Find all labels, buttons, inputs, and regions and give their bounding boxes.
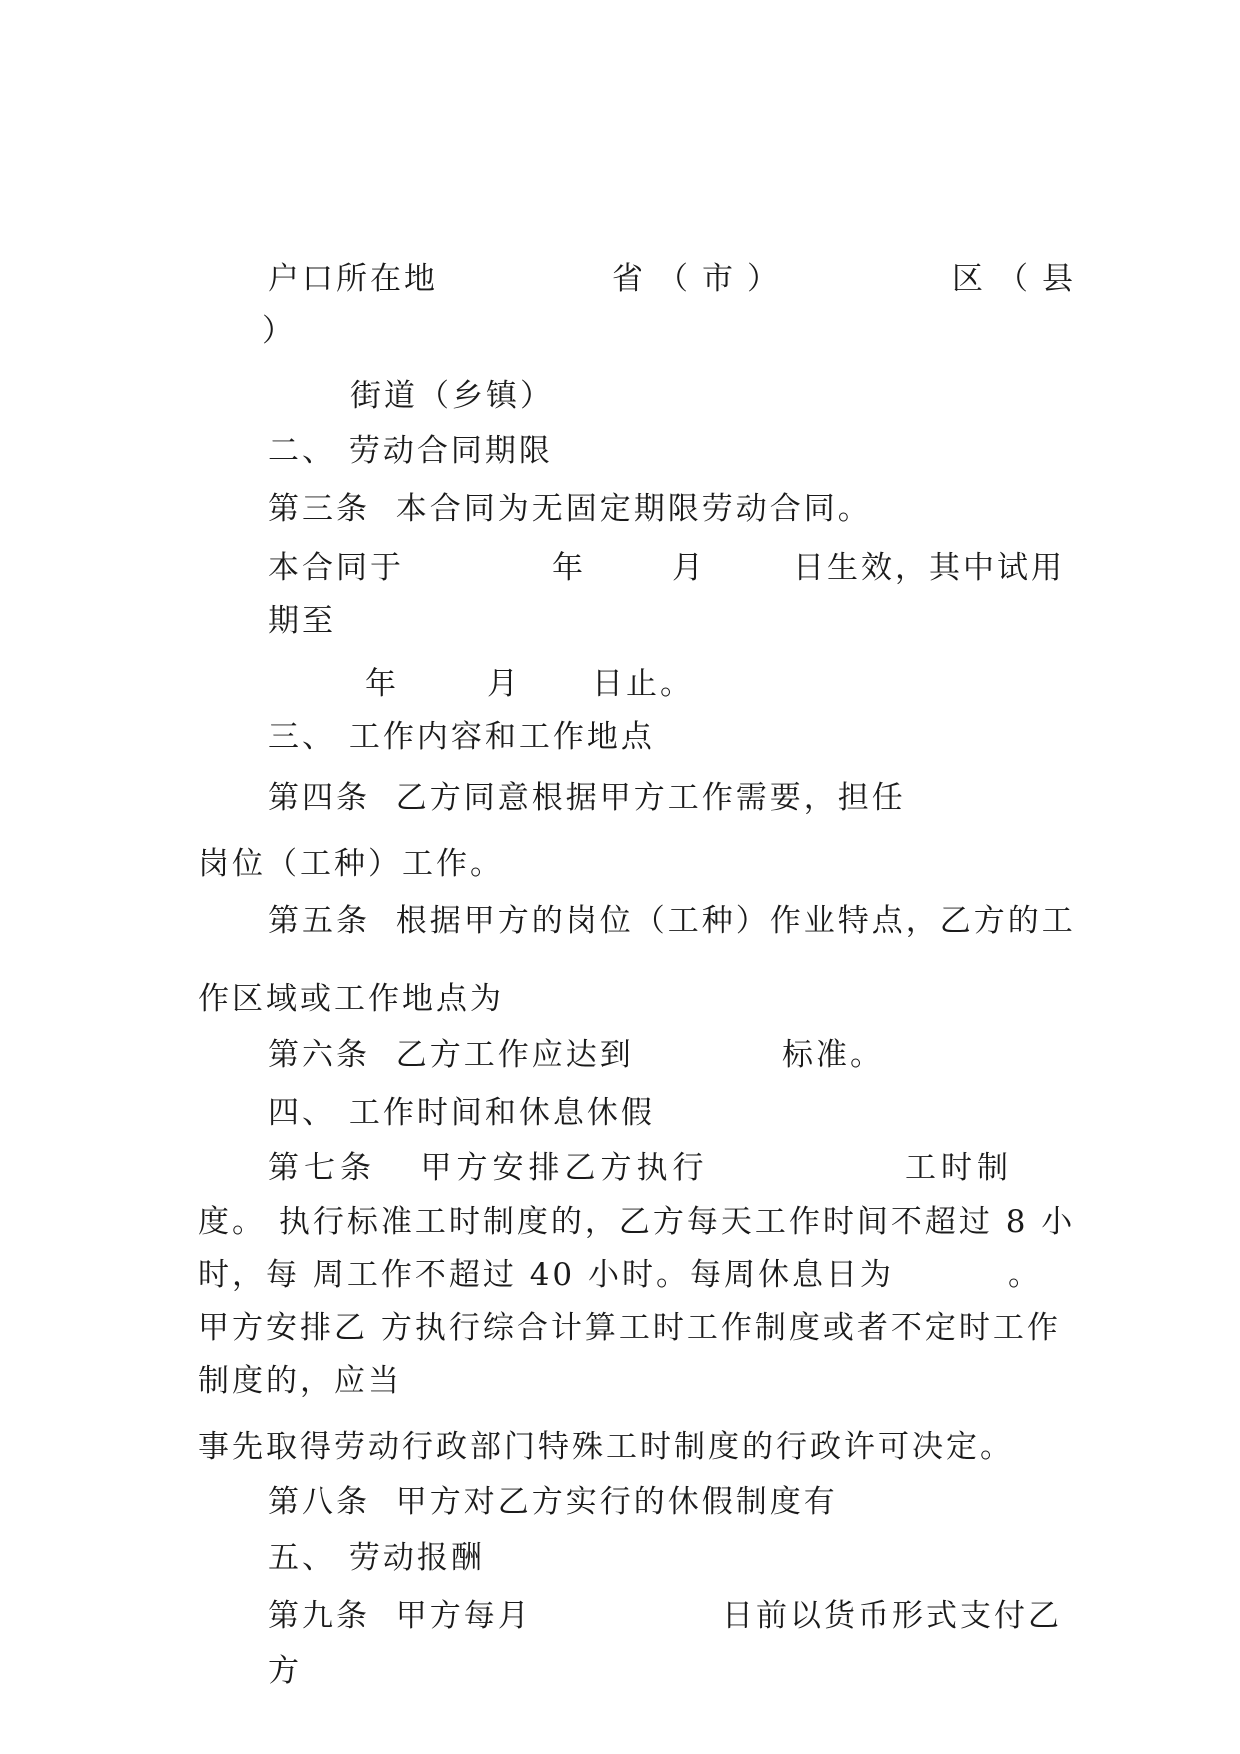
section-heading-job-content: 三、 工作内容和工作地点 xyxy=(268,719,655,755)
article-four: 第四条 乙方同意根据甲方工作需要，担任 xyxy=(268,780,906,816)
line-household-registration: 户口所在地 xyxy=(268,261,438,297)
article-seven-hour-system: 工时制 xyxy=(905,1150,1013,1186)
section-heading-contract-term: 二、 劳动合同期限 xyxy=(268,433,553,469)
line-probation-month: 月 xyxy=(487,666,521,702)
article-six-standard: 标准。 xyxy=(782,1037,884,1073)
line-effective-date-label: 本合同于 xyxy=(268,550,404,586)
line-probation-day-end: 日止。 xyxy=(592,666,694,702)
line-job-position: 岗位（工种）工作。 xyxy=(198,846,504,882)
line-effective-year: 年 xyxy=(552,550,586,586)
article-nine-payment: 日前以货币形式支付乙 xyxy=(722,1598,1062,1634)
line-street-town: 街道（乡镇） xyxy=(350,378,554,414)
line-effective-day-probation: 日生效，其中试用 xyxy=(793,550,1065,586)
article-eight: 第八条 甲方对乙方实行的休假制度有 xyxy=(268,1484,838,1520)
article-five: 第五条 根据甲方的岗位（工种）作业特点，乙方的工 xyxy=(268,903,1076,939)
line-county-close-paren: ） xyxy=(262,313,296,349)
line-district-county: 区（县 xyxy=(952,261,1087,297)
line-party-b: 方 xyxy=(268,1653,302,1689)
line-administrative-permit: 事先取得劳动行政部门特殊工时制度的行政许可决定。 xyxy=(198,1429,1014,1465)
section-heading-remuneration: 五、 劳动报酬 xyxy=(268,1540,485,1576)
line-probation-year: 年 xyxy=(365,666,399,702)
section-heading-working-hours: 四、 工作时间和休息休假 xyxy=(268,1095,655,1131)
article-three: 第三条 本合同为无固定期限劳动合同。 xyxy=(268,491,872,527)
line-system-should: 制度的，应当 xyxy=(198,1363,402,1399)
line-effective-month: 月 xyxy=(672,550,706,586)
article-six: 第六条 乙方工作应达到 xyxy=(268,1037,634,1073)
article-nine: 第九条 甲方每月 xyxy=(268,1598,532,1634)
line-probation-until: 期至 xyxy=(268,603,336,639)
line-weekly-hours: 时，每 周工作不超过 40 小时。每周休息日为 xyxy=(198,1257,895,1293)
article-seven: 第七条 甲方安排乙方执行 xyxy=(268,1150,709,1186)
line-standard-hours: 度。 执行标准工时制度的，乙方每天工作时间不超过 8 小 xyxy=(198,1204,1076,1240)
line-weekly-rest-end: 。 xyxy=(1008,1257,1042,1293)
line-province-city: 省（市） xyxy=(612,261,792,297)
line-comprehensive-hours: 甲方安排乙 方执行综合计算工时工作制度或者不定时工作 xyxy=(198,1310,1061,1346)
line-work-location: 作区域或工作地点为 xyxy=(198,981,504,1017)
